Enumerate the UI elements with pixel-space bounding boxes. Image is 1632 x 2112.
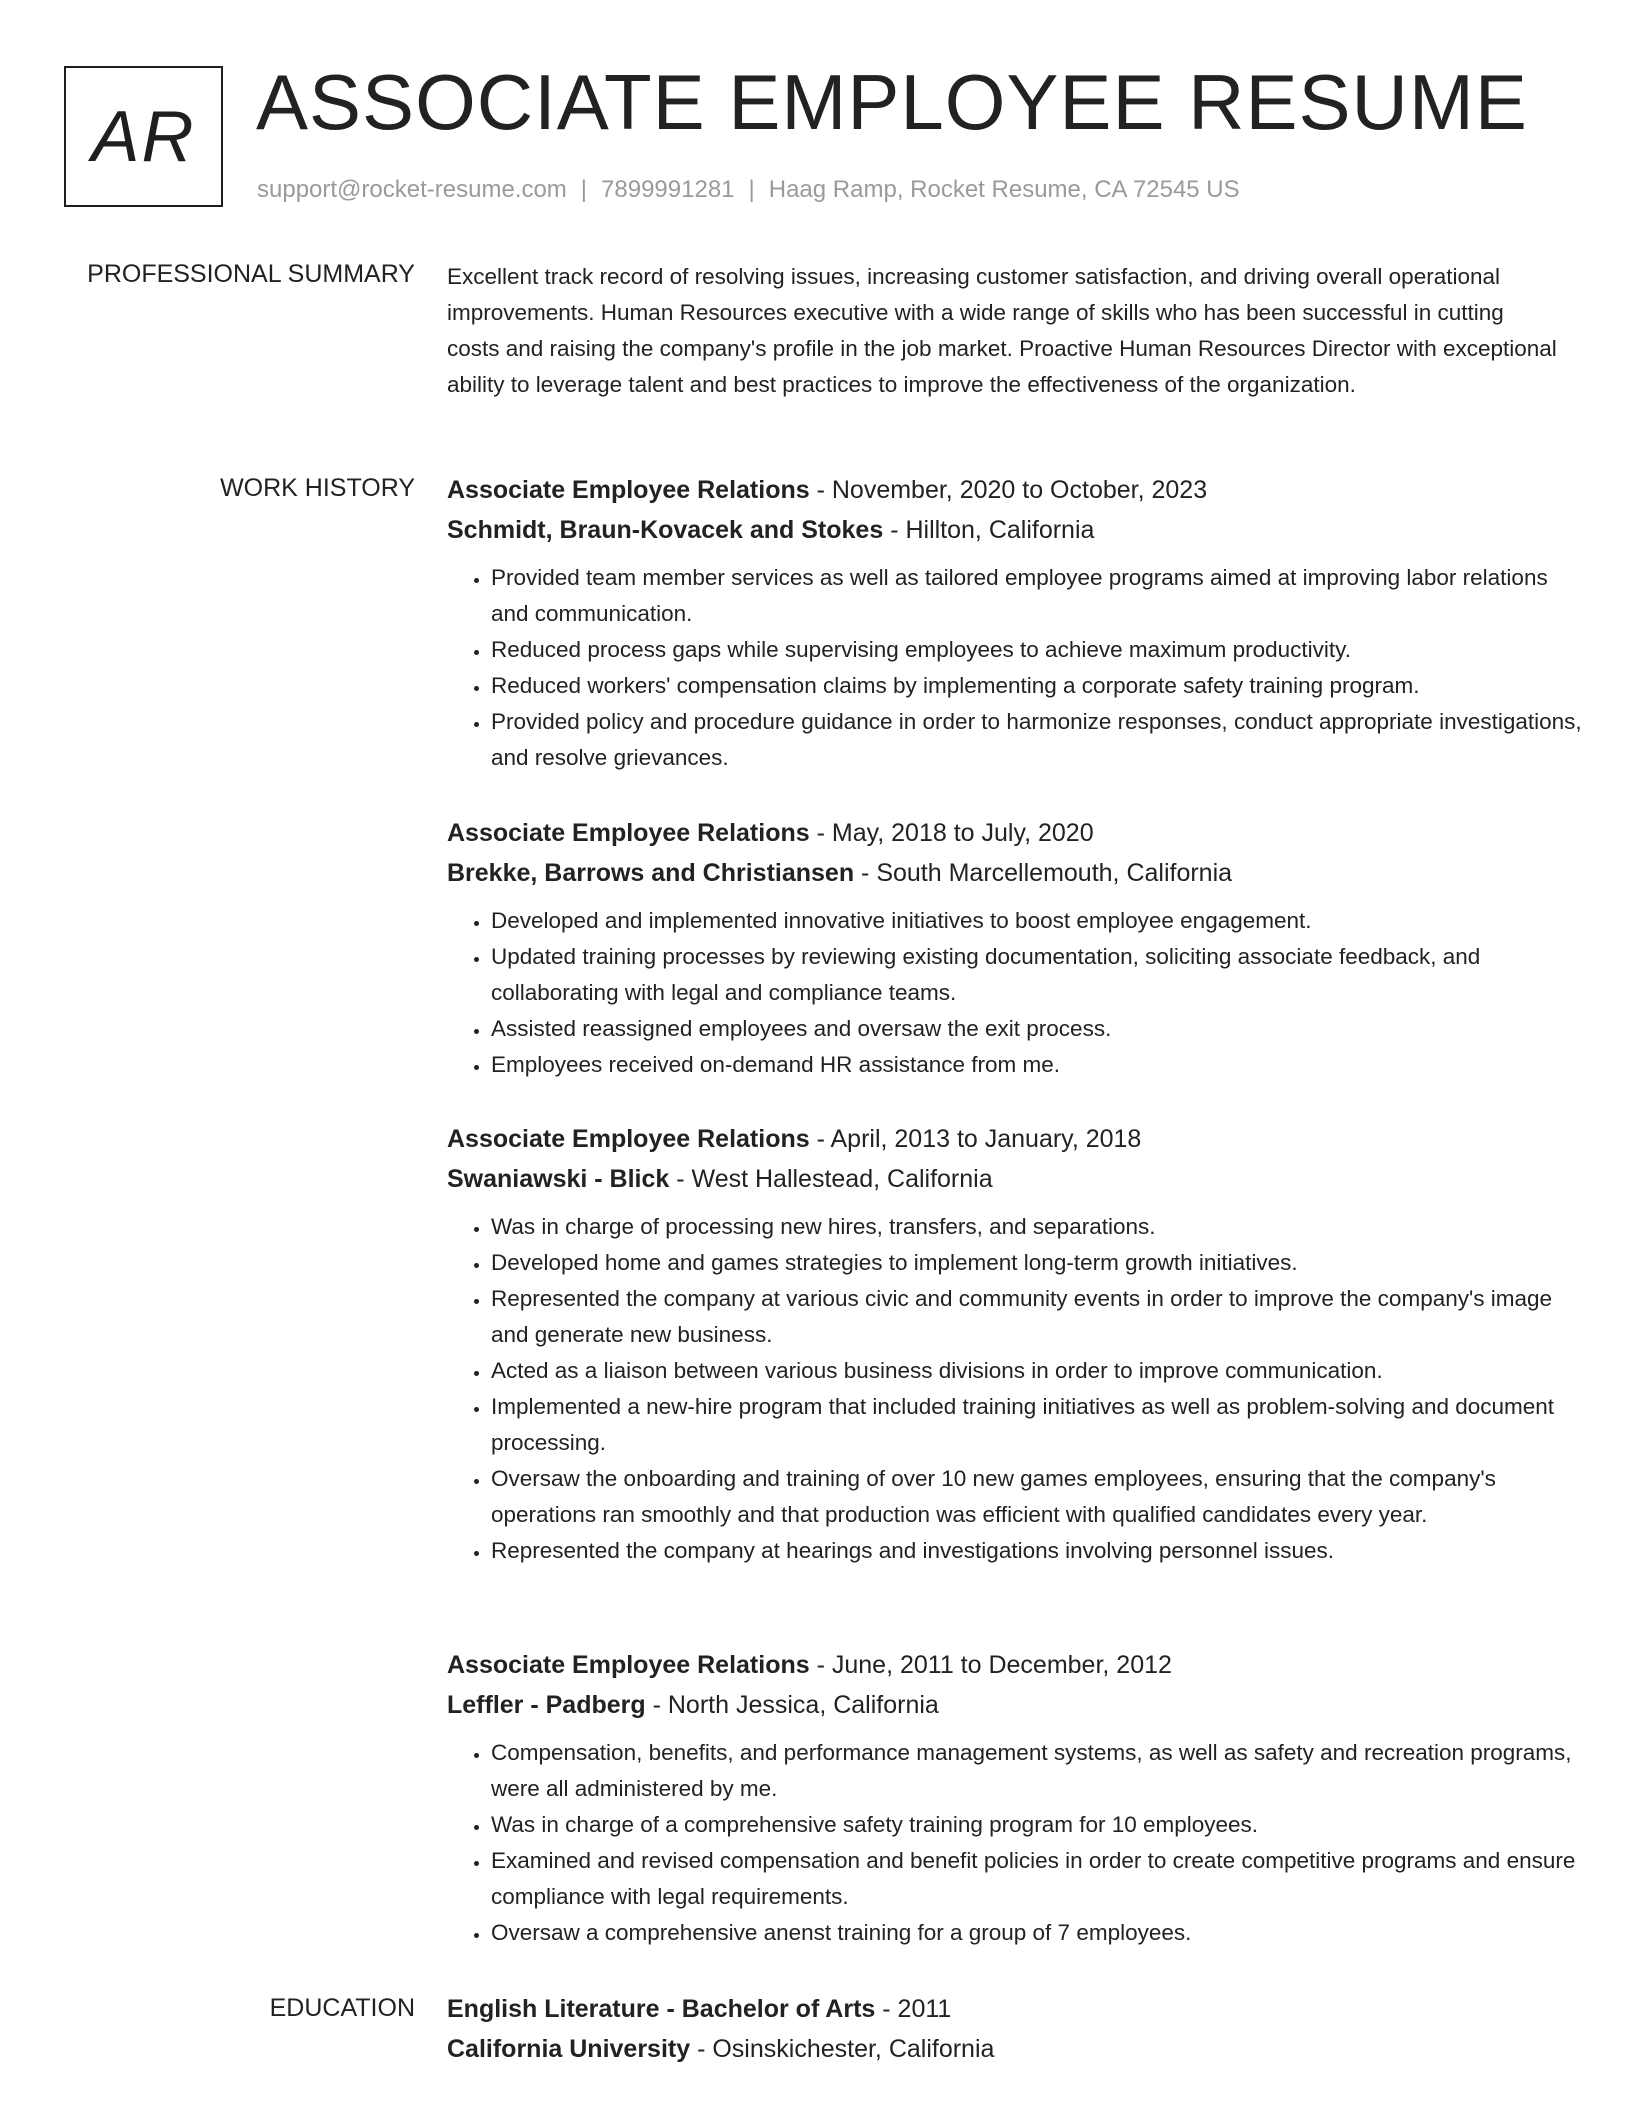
- job-bullet: • Acted as a liaison between various business divisions in order to improve communication.: [491, 1353, 1587, 1389]
- job-title-line: [447, 1645, 1587, 1685]
- job-bullet: • Was in charge of processing new hires, transfers, and separations.: [491, 1209, 1587, 1245]
- job-dates: - November, 2020 to October, 2023: [816, 476, 1208, 504]
- job-bullets: [447, 903, 1587, 1083]
- job-bullet: • Was in charge of a comprehensive safety training program for 10 employees.: [491, 1807, 1587, 1843]
- job-entry: [447, 1645, 1587, 1951]
- job-bullet: • Oversaw a comprehensive anenst training for a group of 7 employees.: [491, 1915, 1587, 1951]
- job-bullet: • Developed and implemented innovative initiatives to boost employee engagement.: [491, 903, 1587, 939]
- job-company: Swaniawski - Blick: [447, 1165, 670, 1193]
- job-location: - Hillton, California: [890, 516, 1095, 544]
- job-title: Associate Employee Relations: [447, 1651, 810, 1679]
- job-title: Associate Employee Relations: [447, 1125, 810, 1153]
- section-label-education: EDUCATION: [269, 1994, 415, 2022]
- education-degree: English Literature - Bachelor of Arts: [447, 1995, 876, 2023]
- job-location: - West Hallestead, California: [676, 1165, 993, 1193]
- job-bullet: • Provided team member services as well as tailored employee programs aimed at improving labor relations and communication.: [491, 560, 1587, 632]
- job-dates: - May, 2018 to July, 2020: [816, 819, 1094, 847]
- job-title: Associate Employee Relations: [447, 819, 810, 847]
- job-bullet: • Represented the company at hearings and investigations involving personnel issues.: [491, 1533, 1587, 1569]
- job-title-line: [447, 1119, 1587, 1159]
- job-entry: [447, 470, 1587, 776]
- job-bullet: • Examined and revised compensation and benefit policies in order to create competitive programs and ensure compliance with legal requirements.: [491, 1843, 1587, 1915]
- job-dates: - April, 2013 to January, 2018: [816, 1125, 1142, 1153]
- job-bullets: [447, 560, 1587, 776]
- job-bullet: • Employees received on-demand HR assistance from me.: [491, 1047, 1587, 1083]
- job-bullet: • Compensation, benefits, and performance management systems, as well as safety and recreation programs, were all administered by me.: [491, 1735, 1587, 1807]
- job-bullet: • Provided policy and procedure guidance in order to harmonize responses, conduct appropriate investigations, and resolve grievances.: [491, 704, 1587, 776]
- job-company-line: [447, 853, 1587, 893]
- monogram-initials: AR: [91, 96, 196, 177]
- job-bullets: [447, 1735, 1587, 1951]
- education-school-line: [447, 2029, 1587, 2069]
- job-company-line: [447, 510, 1587, 550]
- resume-title: ASSOCIATE EMPLOYEE RESUME: [256, 58, 1528, 146]
- contact-line: [257, 176, 1240, 204]
- job-bullet: • Reduced process gaps while supervising employees to achieve maximum productivity.: [491, 632, 1587, 668]
- job-entry: [447, 1119, 1587, 1569]
- job-entry: [447, 813, 1587, 1083]
- job-bullets: [447, 1209, 1587, 1569]
- contact-separator: |: [580, 176, 588, 203]
- education-entry: [447, 1989, 1587, 2069]
- job-bullet: • Updated training processes by reviewing existing documentation, soliciting associate feedback, and collaborating with legal and compliance teams.: [491, 939, 1587, 1011]
- job-title: Associate Employee Relations: [447, 476, 810, 504]
- job-location: - North Jessica, California: [652, 1691, 939, 1719]
- job-bullet: • Assisted reassigned employees and oversaw the exit process.: [491, 1011, 1587, 1047]
- education-year: - 2011: [882, 1995, 952, 2023]
- job-title-line: [447, 470, 1587, 510]
- job-company: Leffler - Padberg: [447, 1691, 646, 1719]
- education-degree-line: [447, 1989, 1587, 2029]
- job-company: Schmidt, Braun-Kovacek and Stokes: [447, 516, 884, 544]
- education-school: California University: [447, 2035, 691, 2063]
- job-bullet: • Represented the company at various civic and community events in order to improve the company's image and generate new business.: [491, 1281, 1587, 1353]
- summary-text: Excellent track record of resolving issues, increasing customer satisfaction, and driving overall operational improvements. Human Resources executive with a wide range of skills who has been successful in cutting costs and raising the company's profile in the job market. Proactive Human Resources Director with exceptional ability to leverage talent and best practices to improve the effectiveness of the organization.: [447, 264, 1557, 397]
- job-company: Brekke, Barrows and Christiansen: [447, 859, 855, 887]
- job-bullet: • Reduced workers' compensation claims by implementing a corporate safety training program.: [491, 668, 1587, 704]
- monogram-badge: [64, 66, 223, 207]
- job-company-line: [447, 1159, 1587, 1199]
- contact-address: Haag Ramp, Rocket Resume, CA 72545 US: [768, 176, 1240, 203]
- job-location: - South Marcellemouth, California: [861, 859, 1233, 887]
- section-label-summary: PROFESSIONAL SUMMARY: [87, 260, 415, 288]
- job-bullet: • Implemented a new-hire program that included training initiatives as well as problem-solving and document processing.: [491, 1389, 1587, 1461]
- job-title-line: [447, 813, 1587, 853]
- section-label-work-history: WORK HISTORY: [220, 474, 415, 502]
- job-dates: - June, 2011 to December, 2012: [816, 1651, 1172, 1679]
- contact-phone[interactable]: 7899991281: [601, 176, 735, 203]
- job-bullet: • Oversaw the onboarding and training of over 10 new games employees, ensuring that the company's operations ran smoothly and that production was efficient with qualified candidates every year.: [491, 1461, 1587, 1533]
- education-location: - Osinskichester, California: [697, 2035, 995, 2063]
- job-company-line: [447, 1685, 1587, 1725]
- job-bullet: • Developed home and games strategies to implement long-term growth initiatives.: [491, 1245, 1587, 1281]
- contact-separator: |: [748, 176, 755, 203]
- contact-email[interactable]: support@rocket-resume.com: [257, 176, 567, 203]
